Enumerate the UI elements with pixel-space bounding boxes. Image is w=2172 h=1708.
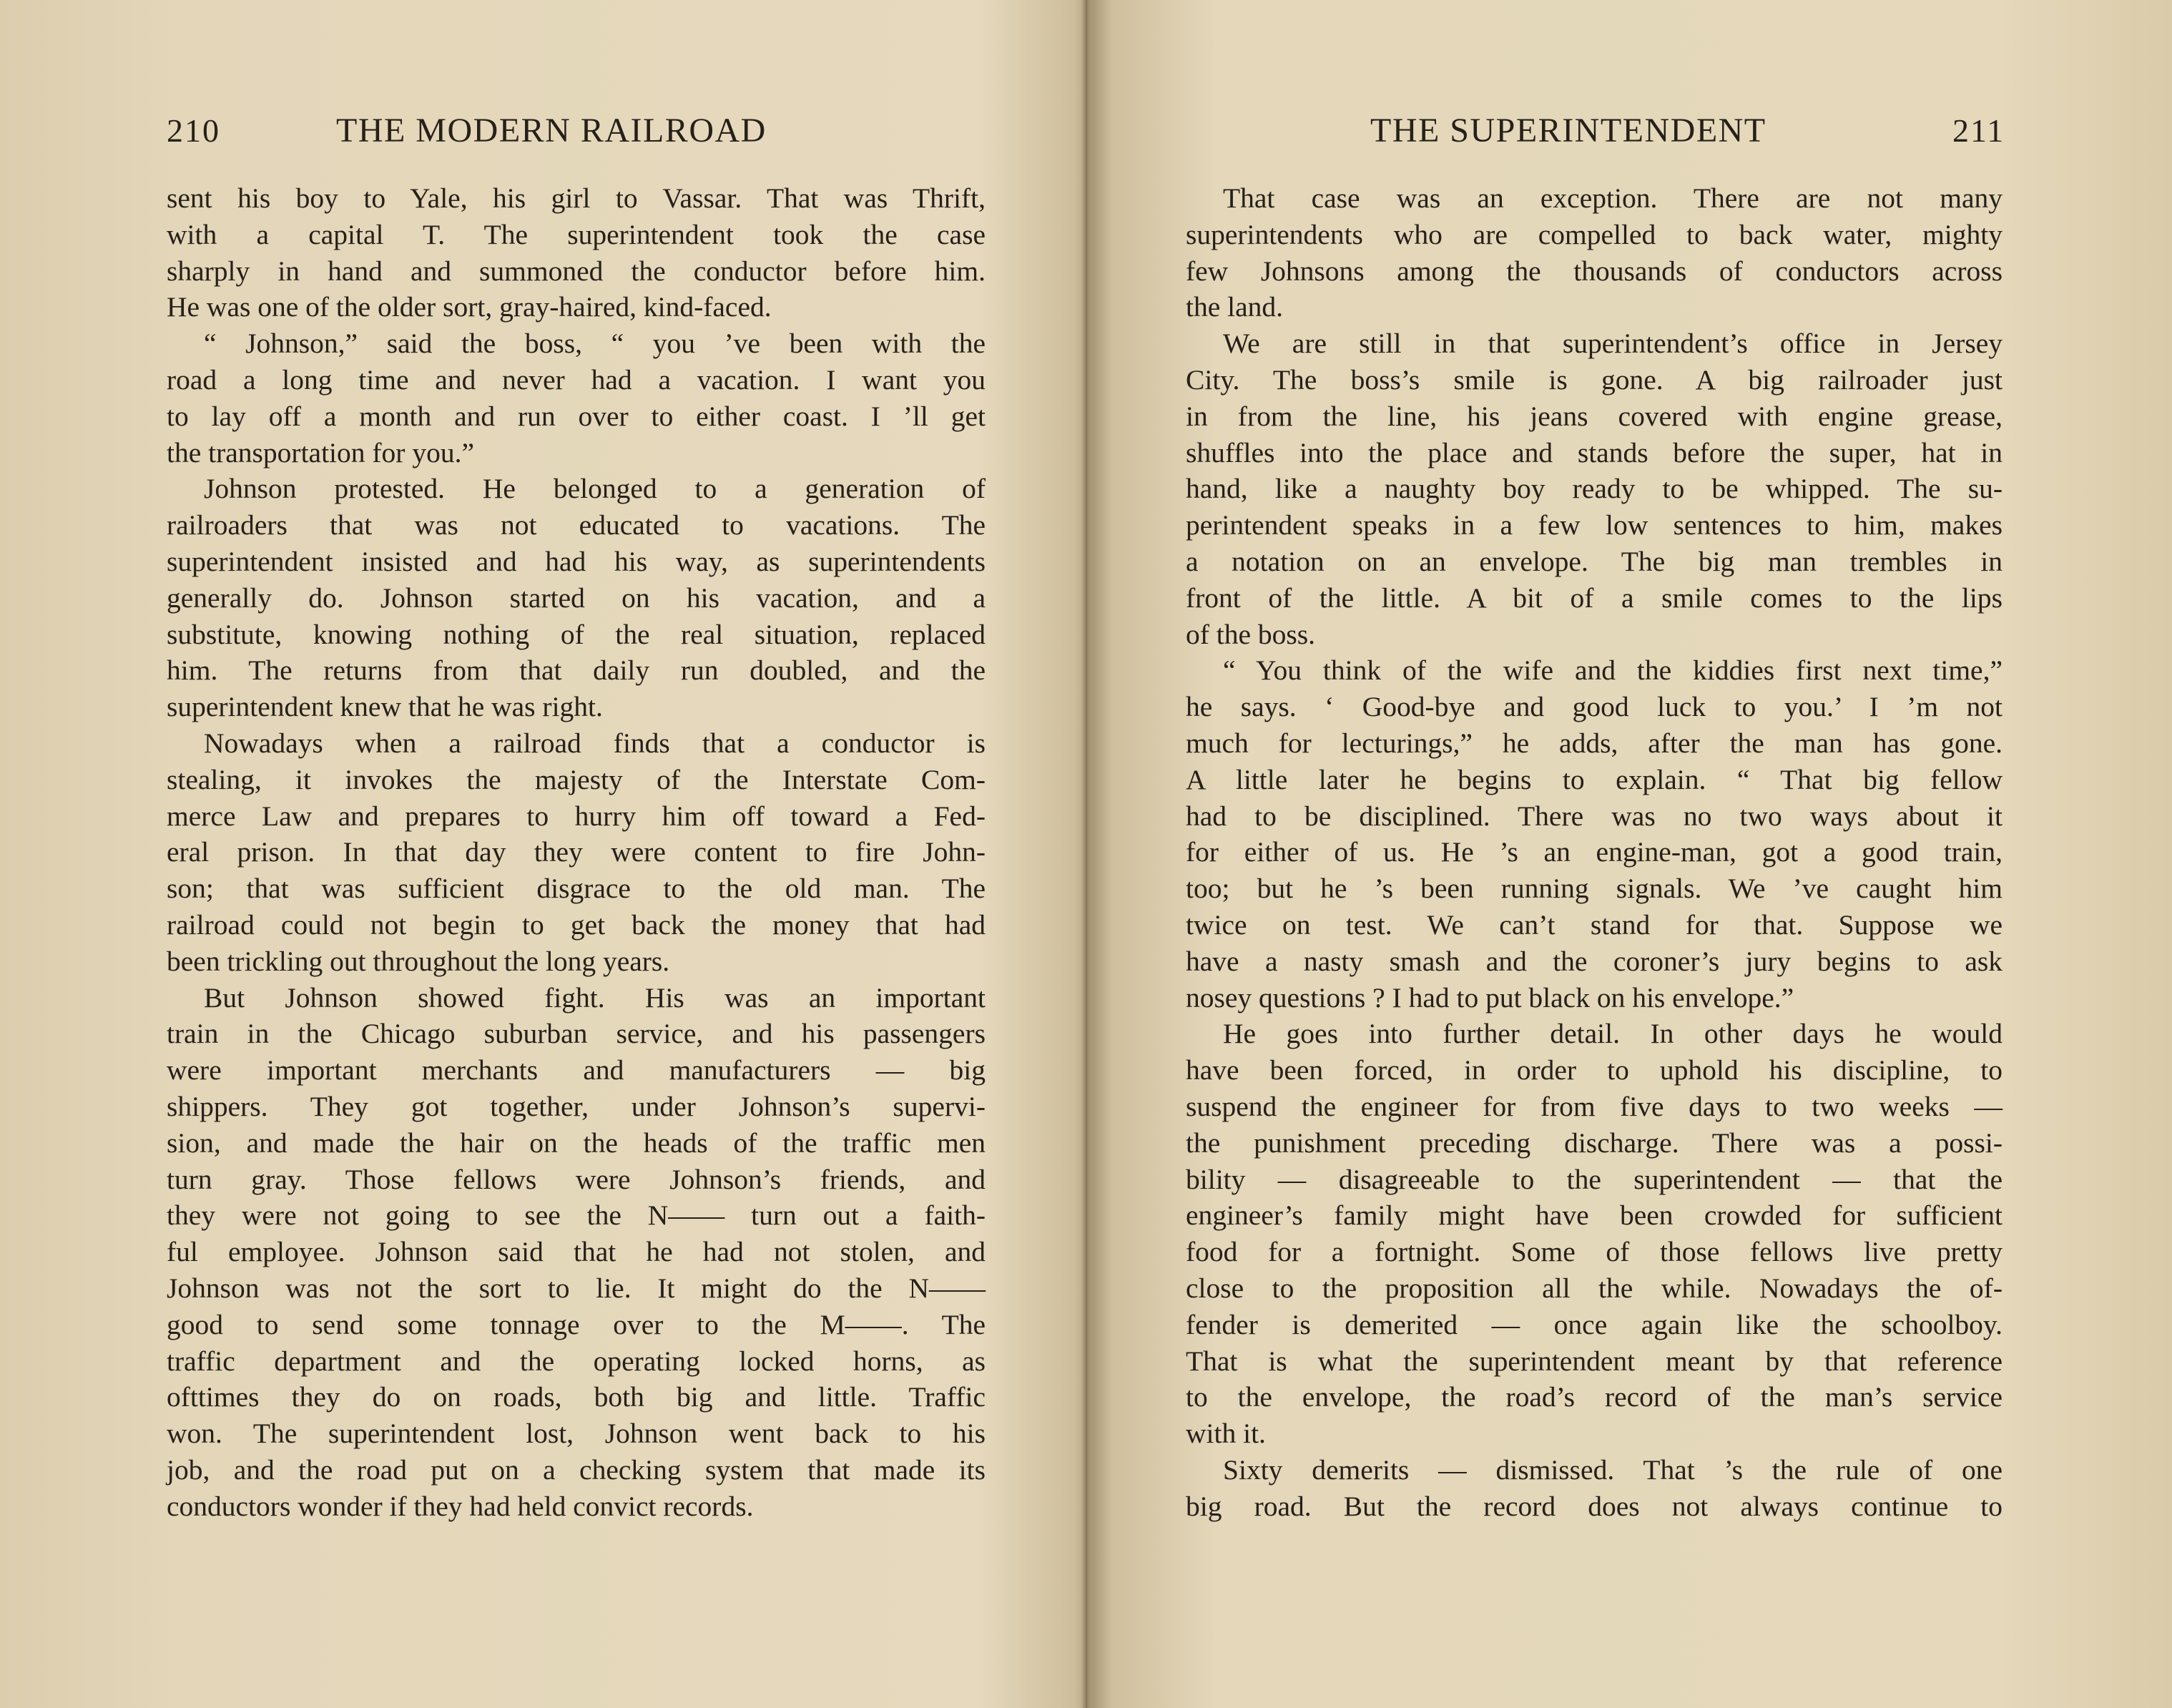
text-line: railroad could not begin to get back the money that had bbox=[167, 908, 986, 941]
text-line: “ You think of the wife and the kiddies first next time,” bbox=[1223, 654, 2003, 687]
text-line: He was one of the older sort, gray-haired, kind-faced. bbox=[167, 291, 772, 323]
text-line: hand, like a naughty boy ready to be whipped. The su- bbox=[1186, 473, 2003, 505]
text-line: shuffles into the place and stands before the super, hat in bbox=[1186, 436, 2003, 468]
text-line: sharply in hand and summoned the conductor before him. bbox=[167, 255, 986, 287]
text-line: nosey questions ? I had to put black on his envelope.” bbox=[1186, 981, 1794, 1013]
text-line: stealing, it invokes the majesty of the Interstate Com- bbox=[167, 763, 986, 795]
text-line: to lay off a month and run over to either coast. I ’ll get bbox=[167, 400, 986, 432]
running-title-left: THE MODERN RAILROAD bbox=[336, 112, 767, 149]
text-line: have a nasty smash and the coroner’s jury begins to ask bbox=[1186, 945, 2003, 977]
text-line: traffic department and the operating locked horns, as bbox=[167, 1345, 986, 1377]
text-line: road a long time and never had a vacation. I want you bbox=[167, 363, 986, 396]
text-line: him. The returns from that daily run doubled, and the bbox=[167, 654, 986, 687]
text-line: He goes into further detail. In other days he would bbox=[1223, 1018, 2003, 1050]
left-page-body-text bbox=[167, 180, 986, 1524]
text-line: close to the proposition all the while. Nowadays the of- bbox=[1186, 1272, 2003, 1304]
text-line: ful employee. Johnson said that he had not stolen, and bbox=[167, 1236, 986, 1268]
text-line: railroaders that was not educated to vacations. The bbox=[167, 509, 986, 541]
text-line: But Johnson showed fight. His was an important bbox=[204, 981, 986, 1013]
text-line: for either of us. He ’s an engine-man, got a good train, bbox=[1186, 836, 2003, 868]
text-line: to the envelope, the road’s record of the man’s service bbox=[1186, 1381, 2003, 1413]
page-number-left: 210 bbox=[167, 112, 220, 149]
text-line: We are still in that superintendent’s office in Jersey bbox=[1223, 328, 2003, 360]
text-line: in from the line, his jeans covered with engine grease, bbox=[1186, 400, 2003, 432]
text-line: turn gray. Those fellows were Johnson’s friends, and bbox=[167, 1163, 986, 1195]
text-line: much for lecturings,” he adds, after the man has gone. bbox=[1186, 727, 2003, 759]
text-line: superintendent knew that he was right. bbox=[167, 691, 603, 723]
text-line: eral prison. In that day they were content to fire John- bbox=[167, 836, 986, 868]
running-title-right: THE SUPERINTENDENT bbox=[1370, 112, 1766, 149]
text-line: were important merchants and manufacturers — big bbox=[167, 1054, 986, 1086]
text-line: perintendent speaks in a few low sentences to him, makes bbox=[1186, 509, 2003, 541]
text-line: they were not going to see the N—— turn out a faith- bbox=[167, 1199, 986, 1232]
text-line: ofttimes they do on roads, both big and little. Traffic bbox=[167, 1381, 986, 1413]
text-line: of the boss. bbox=[1186, 618, 1316, 650]
text-line: suspend the engineer for from five days to two weeks — bbox=[1186, 1090, 2003, 1122]
text-line: he says. ‘ Good-bye and good luck to you.’ I ’m not bbox=[1186, 691, 2003, 723]
text-line: twice on test. We can’t stand for that. Suppose we bbox=[1186, 908, 2003, 941]
text-line: won. The superintendent lost, Johnson went back to his bbox=[167, 1418, 986, 1450]
text-line: big road. But the record does not always continue to bbox=[1186, 1490, 2003, 1522]
text-line: sent his boy to Yale, his girl to Vassar. That was Thrift, bbox=[167, 182, 986, 214]
text-line: the transportation for you.” bbox=[167, 436, 474, 468]
text-line: “ Johnson,” said the boss, “ you ’ve been with the bbox=[204, 328, 986, 360]
text-line: That case was an exception. There are not many bbox=[1223, 182, 2003, 214]
text-line: fender is demerited — once again like the schoolboy. bbox=[1186, 1308, 2003, 1340]
text-line: superintendents who are compelled to back water, mighty bbox=[1186, 218, 2003, 250]
text-line: sion, and made the hair on the heads of the traffic men bbox=[167, 1127, 986, 1159]
text-line: That is what the superintendent meant by that reference bbox=[1186, 1345, 2003, 1377]
text-line: substitute, knowing nothing of the real situation, replaced bbox=[167, 618, 986, 650]
text-line: been trickling out throughout the long years. bbox=[167, 945, 670, 977]
text-line: merce Law and prepares to hurry him off toward a Fed- bbox=[167, 800, 986, 832]
left-page bbox=[0, 0, 1081, 1708]
text-line: Johnson protested. He belonged to a generation of bbox=[204, 473, 986, 505]
text-line: have been forced, in order to uphold his discipline, to bbox=[1186, 1054, 2003, 1086]
text-line: train in the Chicago suburban service, and his passengers bbox=[167, 1018, 986, 1050]
text-line: good to send some tonnage over to the M——. The bbox=[167, 1308, 986, 1340]
text-line: too; but he ’s been running signals. We ’ve caught him bbox=[1186, 873, 2003, 905]
text-line: few Johnsons among the thousands of conductors across bbox=[1186, 255, 2003, 287]
right-page-body-text bbox=[1186, 180, 2003, 1524]
text-line: conductors wonder if they had held convict records. bbox=[167, 1490, 754, 1522]
book-gutter bbox=[1081, 0, 1091, 1708]
text-line: generally do. Johnson started on his vacation, and a bbox=[167, 581, 986, 614]
text-line: City. The boss’s smile is gone. A big railroader just bbox=[1186, 363, 2003, 396]
text-line: had to be disciplined. There was no two ways about it bbox=[1186, 800, 2003, 832]
text-line: job, and the road put on a checking system that made its bbox=[167, 1453, 986, 1486]
text-line: food for a fortnight. Some of those fellows live pretty bbox=[1186, 1236, 2003, 1268]
right-page bbox=[1091, 0, 2172, 1708]
text-line: engineer’s family might have been crowded for sufficient bbox=[1186, 1199, 2003, 1232]
text-line: Nowadays when a railroad finds that a conductor is bbox=[204, 727, 986, 759]
text-line: front of the little. A bit of a smile comes to the lips bbox=[1186, 581, 2003, 614]
text-line: a notation on an envelope. The big man trembles in bbox=[1186, 545, 2003, 577]
text-line: shippers. They got together, under Johnson’s supervi- bbox=[167, 1090, 986, 1122]
page-number-right: 211 bbox=[1952, 112, 2005, 149]
text-line: with a capital T. The superintendent took the case bbox=[167, 218, 986, 250]
text-line: A little later he begins to explain. “ That big fellow bbox=[1186, 763, 2003, 795]
text-line: the punishment preceding discharge. There was a possi- bbox=[1186, 1127, 2003, 1159]
text-line: Sixty demerits — dismissed. That ’s the rule of one bbox=[1223, 1453, 2003, 1486]
text-line: bility — disagreeable to the superintendent — that the bbox=[1186, 1163, 2003, 1195]
text-line: the land. bbox=[1186, 291, 1284, 323]
text-line: son; that was sufficient disgrace to the old man. The bbox=[167, 873, 986, 905]
text-line: Johnson was not the sort to lie. It might do the N—— bbox=[167, 1272, 986, 1304]
text-line: with it. bbox=[1186, 1418, 1266, 1450]
text-line: superintendent insisted and had his way, as superintendents bbox=[167, 545, 986, 577]
